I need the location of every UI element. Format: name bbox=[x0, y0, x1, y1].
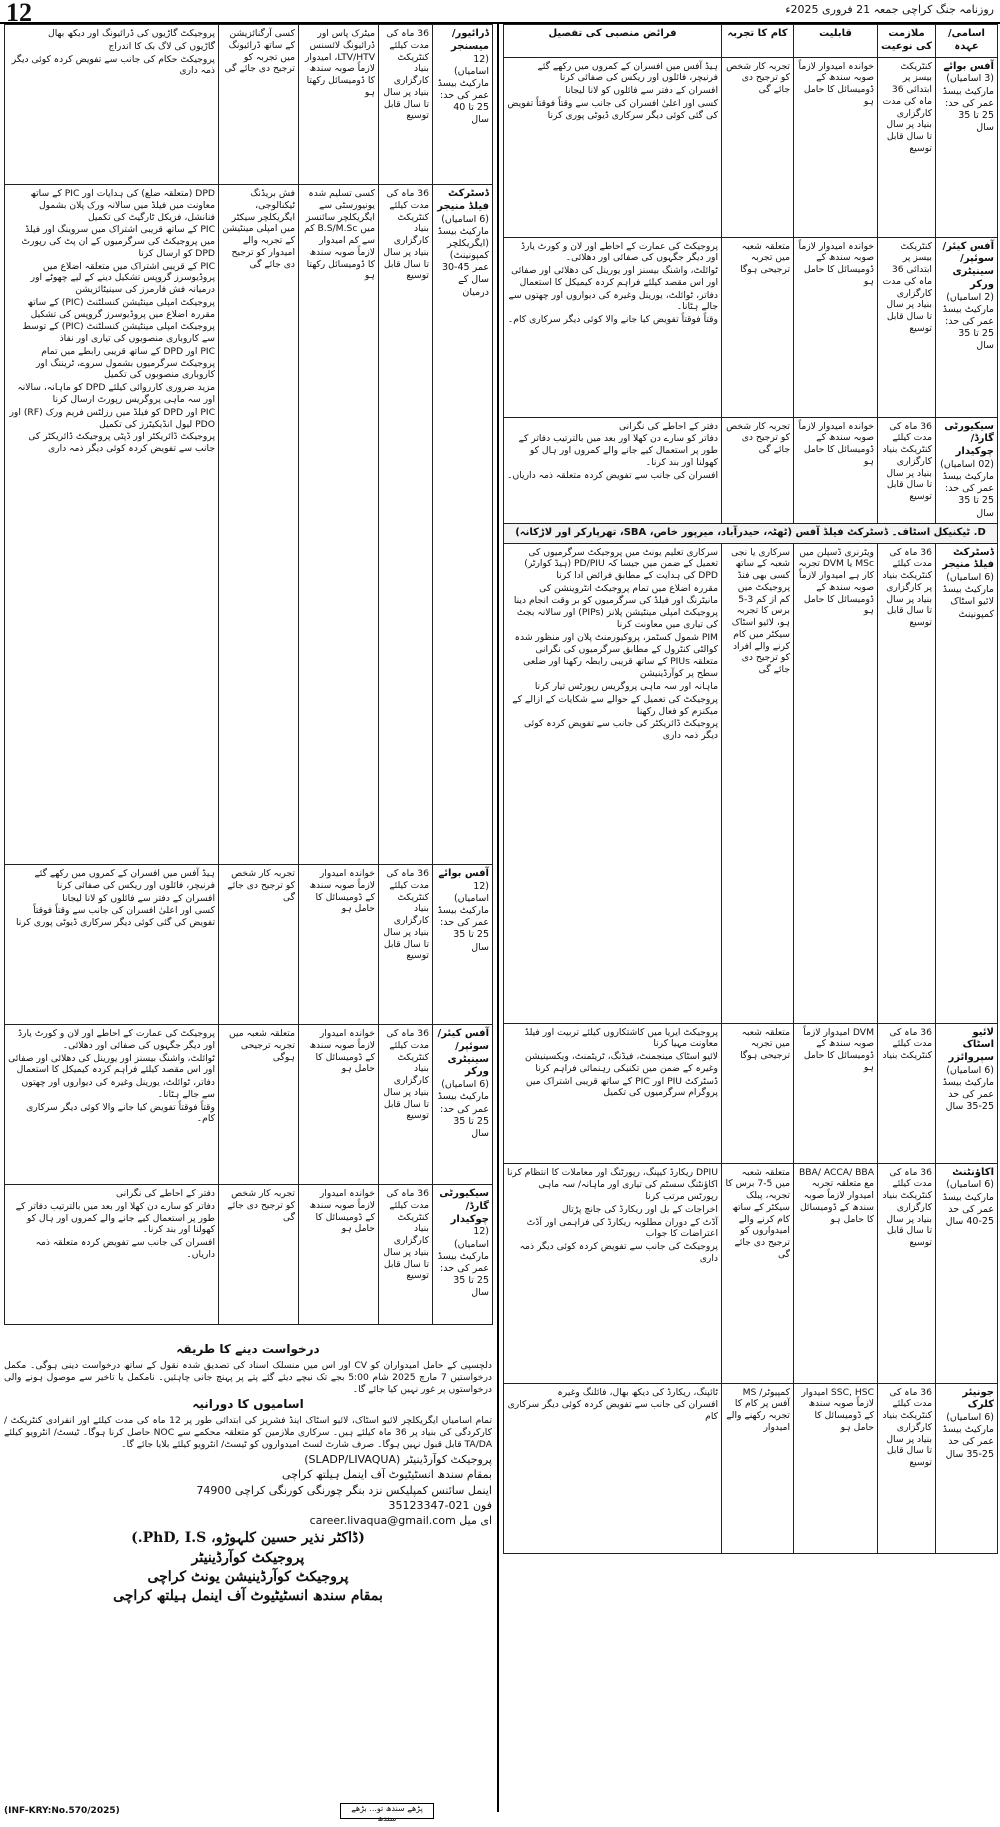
experience-cell: متعلقہ شعبہ میں تجربہ ترجیحی ہوگی bbox=[219, 1025, 299, 1185]
duty-item: DPD (متعلقہ ضلع) کی ہدایات اور PIC کے ساتھ معاونت میں فیلڈ میں سالانہ ورک پلان بشمول فنانشل، فزیکل ٹارگیٹ کی تکمیل bbox=[30, 188, 215, 223]
header-nature: ملازمت کی نوعیت bbox=[878, 25, 936, 58]
qualification-cell: خواندہ امیدوار لازماً صوبہ سندھ کے ڈومیسائل کا حامل ہو bbox=[794, 237, 878, 417]
post-cell bbox=[433, 865, 493, 1025]
post-title: سیکیورٹی گارڈ/ چوکیدار bbox=[944, 420, 994, 458]
experience-cell: فش بریڈنگ ٹیکنالوجی، ایگریکلچر سیکٹر میں امپلی مینٹیشن کے تجربہ والے امیدوار کو ترجیح دی جائے گی bbox=[219, 185, 299, 865]
column-divider bbox=[497, 22, 499, 1812]
qualification-cell: خواندہ امیدوار لازماً صوبہ سندھ کے ڈومیسائل کا حامل ہو bbox=[794, 57, 878, 237]
duties-cell bbox=[5, 865, 219, 1025]
post-title: ڈسٹرکٹ فیلڈ منیجر bbox=[437, 188, 489, 212]
post-basis: مارکیٹ بیسڈ bbox=[942, 471, 994, 483]
post-title: جونیئر کلرک bbox=[962, 1386, 994, 1411]
experience-cell: تجربہ کار شخص کو ترجیح دی جائے گی bbox=[219, 865, 299, 1025]
duty-item: ڈسٹرکٹ PIU اور PIC کے ساتھ قریبی اشتراک میں پروگرام سرگرمیوں کی تکمیل bbox=[525, 1075, 718, 1099]
post-count: (12 اسامیاں) bbox=[453, 880, 489, 904]
post-basis: مارکیٹ بیسڈ لائیو اسٹاک کمپونینٹ bbox=[942, 584, 994, 620]
duty-item: دفاتر، ٹوائلٹ، یورینل وغیرہ کی دیواروں اور چھتوں سے جالے ہٹانا۔ bbox=[508, 289, 718, 313]
signatory-title: پروجیکٹ کوآرڈینیٹر bbox=[191, 1549, 305, 1566]
how-to-apply-text: دلچسپی کے حامل امیدواران کو CV اور اس میں منسلک اسناد کی تصدیق شدہ نقول کے ساتھ درخواست دینی ہوگی۔ مکمل درخواستیں 7 مارچ 2025 شام 5:00 بجے تک نیچے دیئے گئے پتے پر پہنچ جانی چاہئیں۔ نامکمل یا تاخیر سے موصول ہونے والی درخواستوں پر غور نہیں کیا جائے گا۔ bbox=[4, 1359, 492, 1395]
post-age-limit: عمر کی حد 25-35 سال bbox=[945, 1436, 994, 1460]
page-number: 12 bbox=[6, 0, 32, 27]
qualification-cell: خواندہ امیدوار لازماً صوبہ سندھ کے ڈومیسائل کا حامل ہو bbox=[299, 865, 379, 1025]
duty-item: افسران کے دفتر سے فائلوں کو لانا لیجانا bbox=[565, 85, 718, 97]
header-experience: کام کا تجربہ bbox=[722, 25, 794, 58]
nature-cell: 36 ماہ کی مدت کیلئے کنٹریکٹ بنیاد کارگزاری بنیاد پر سال تا سال قابل توسیع bbox=[379, 865, 433, 1025]
nature-cell: 36 ماہ کی مدت کیلئے کنٹریکٹ بنیاد کارگزاری بنیاد پر سال تا سال قابل توسیع bbox=[878, 417, 936, 523]
duty-item: PIC اور DPD کے ساتھ قریبی رابطے میں تمام پروجیکٹ سرگرمیوں بشمول سروے، ٹریننگ اور کاروباری منصوبوں کی تکمیل bbox=[35, 345, 215, 381]
duty-item: افسران کی جانب سے تفویض کردہ متعلقہ ذمہ داریاں۔ bbox=[507, 469, 718, 481]
job-row bbox=[5, 1185, 493, 1325]
duty-item: پروجیکٹ امپلی مینٹیشن پلانز (PIPs) اور سالانہ بجٹ کی تیاری میں معاونت کرنا bbox=[516, 607, 718, 631]
duty-item: PIC اور DPD کو فیلڈ میں رزلٹس فریم ورک (RF) اور PDO لیول انڈیکیٹرز کی تکمیل bbox=[9, 406, 215, 430]
signatory-unit: پروجیکٹ کوآرڈینیشن یونٹ کراچی bbox=[147, 1568, 349, 1585]
duty-item: ہیڈ آفس میں افسران کے کمروں میں رکھے گئے فرنیچر، فائلوں اور ریکس کی صفائی کرنا bbox=[537, 60, 718, 84]
nature-cell: 36 ماہ کی مدت کیلئے کنٹریکٹ بنیاد پر کارگزاری بنیاد پر سال تا سال قابل توسیع bbox=[878, 543, 936, 1023]
duty-item: ٹوائلٹ، واشنگ بیسنز اور یورینل کی دھلائی اور صفائی اور اس مقصد کیلئے فراہم کردہ کیمیکل کا استعمال bbox=[8, 1052, 215, 1076]
post-cell bbox=[936, 543, 998, 1023]
post-title: سیکیورٹی گارڈ/ چوکیدار bbox=[439, 1188, 489, 1225]
post-count: (6 اسامیاں) bbox=[946, 1179, 994, 1191]
duty-item: پروجیکٹ ایریا میں کاشتکاروں کیلئے تربیت اور فیلڈ معاونت مہیا کرنا bbox=[524, 1026, 718, 1050]
page-header bbox=[0, 0, 1000, 27]
post-title: ڈرائیور/ میسنجر bbox=[451, 28, 489, 52]
nature-cell: 36 ماہ کی مدت کیلئے کنٹریکٹ بنیاد bbox=[878, 1023, 936, 1163]
qualification-cell: کسی تسلیم شدہ یونیورسٹی سے ایگریکلچر سائنسز میں B.S/M.Sc کم سے کم امیدوار لازماً صوبہ سندھ کا ڈومیسائل رکھتا ہو bbox=[299, 185, 379, 865]
post-basis: مارکیٹ بیسڈ bbox=[942, 85, 994, 97]
duties-cell bbox=[504, 417, 722, 523]
post-age-limit: عمر 45-30 سال کے درمیان bbox=[441, 262, 489, 298]
advert-reference: (INF-KRY:No.570/2025) bbox=[4, 1806, 120, 1816]
duty-item: پروجیکٹ امپلی مینٹیشن کنسلٹنٹ (PIC) کے ساتھ مقررہ اضلاع میں پروڈیوسرز گروپس کی تشکیل bbox=[27, 296, 215, 320]
duties-cell bbox=[504, 543, 722, 1023]
how-to-apply-heading: درخواست دینے کا طریقہ bbox=[176, 1342, 320, 1356]
experience-cell: متعلقہ شعبہ میں تجربہ ترجیحی ہوگا bbox=[722, 237, 794, 417]
duties-cell bbox=[504, 1023, 722, 1163]
job-row bbox=[504, 1023, 998, 1163]
duty-item: افسران کی جانب سے تفویض کردہ متعلقہ ذمہ داریاں۔ bbox=[35, 1237, 215, 1260]
table-header-row bbox=[504, 25, 998, 58]
campaign-stamp: پڑھے سندھ تو... بڑھے سندھ bbox=[340, 1803, 434, 1819]
duty-item: دفاتر، ٹوائلٹ، یورینل وغیرہ کی دیواروں اور چھتوں سے جالے ہٹانا۔ bbox=[21, 1077, 215, 1100]
post-age-limit: عمر کی حد: 25 تا 35 سال bbox=[440, 917, 489, 953]
post-count: (12 اسامیاں) bbox=[453, 53, 489, 77]
post-age-limit: عمر کی حد: 25 تا 35 سال bbox=[945, 316, 994, 352]
newspaper-dateline: روزنامہ جنگ کراچی جمعہ 21 فروری 2025ء bbox=[785, 3, 994, 16]
post-cell bbox=[433, 1025, 493, 1185]
header-post: اسامی/عہدہ bbox=[936, 25, 998, 58]
duty-item: کسی اور اعلیٰ افسران کی جانب سے وقتاً فوقتاً تفویض کی گئی کوئی دیگر سرکاری ڈیوٹی پوری کرنا bbox=[507, 97, 718, 121]
post-count: (6 اسامیاں) bbox=[441, 1079, 489, 1091]
post-cell bbox=[936, 1023, 998, 1163]
experience-cell: کمپیوٹر/ MS آفس پر کام کا تجربہ رکھنے والے امیدوار bbox=[722, 1383, 794, 1553]
application-section bbox=[4, 1340, 492, 1606]
post-count: (6 اسامیاں) bbox=[441, 213, 489, 225]
post-age-limit: عمر کی حد: 25 تا 35 سال bbox=[440, 1103, 489, 1139]
job-row bbox=[5, 1025, 493, 1185]
contact-coordinator: پروجیکٹ کوآرڈینیٹر (SLADP/LIVAQUA) bbox=[304, 1452, 492, 1466]
post-title: آفس بوائے bbox=[438, 868, 489, 879]
post-count: (02 اسامیاں) bbox=[940, 458, 994, 470]
post-basis: مارکیٹ بیسڈ bbox=[942, 1191, 994, 1203]
duty-item: اکاؤنٹنگ سسٹم کی تیاری اور ماہانہ/ سہ ماہی رپورٹس مرتب کرنا bbox=[538, 1179, 718, 1203]
job-row bbox=[504, 57, 998, 237]
experience-cell: کسی آرگنائزیشن کے ساتھ ڈرائیونگ میں تجربہ کو ترجیح دی جائے گی bbox=[219, 25, 299, 185]
post-count: (3 اسامیاں) bbox=[946, 73, 994, 85]
post-cell bbox=[433, 25, 493, 185]
job-row bbox=[5, 185, 493, 865]
contact-phone: فون 021-35123347 bbox=[388, 1498, 492, 1512]
post-age-limit: عمر کی حد: 25 تا 40 سال bbox=[440, 90, 489, 126]
post-title: آفس بوائے bbox=[943, 60, 994, 72]
header-qualification: قابلیت bbox=[794, 25, 878, 58]
qualification-cell: میٹرک پاس اور ڈرائیونگ لائسنس LTV/HTV، امیدوار لازماً صوبہ سندھ کا ڈومیسائل رکھتا ہو bbox=[299, 25, 379, 185]
duty-item: پروجیکٹ کی تعمیل کے حوالے سے شکایات کے ازالے کے میکنزم کو فعال رکھنا bbox=[512, 693, 718, 717]
contact-email[interactable]: ای میل career.livaqua@gmail.com bbox=[309, 1514, 492, 1528]
post-cell bbox=[936, 417, 998, 523]
post-basis: مارکیٹ بیسڈ bbox=[437, 1250, 489, 1262]
nature-cell: 36 ماہ کی مدت کیلئے کنٹریکٹ بنیاد کارگزاری بنیاد پر سال تا سال قابل توسیع bbox=[379, 1185, 433, 1325]
nature-cell: کنٹریکٹ بیسز پر ابتدائی 36 ماہ کی مدت کارگزاری بنیاد پر سال تا سال قابل توسیع bbox=[878, 237, 936, 417]
duty-item: مزید ضروری کارروائی کیلئے DPD کو ماہانہ، سالانہ اور سہ ماہی پروگریس رپورٹ ارسال کرنا bbox=[17, 382, 215, 406]
duty-item: گاڑیوں کی لاگ بک کا اندراج bbox=[108, 40, 215, 52]
post-count: (6 اسامیاں) bbox=[946, 1412, 994, 1424]
duty-item: کسی اور اعلیٰ افسران کی جانب سے وقتاً فوقتاً تفویض کی گئی کوئی دیگر سرکاری ڈیوٹی پوری کرنا bbox=[16, 905, 215, 929]
left-jobs-table bbox=[4, 24, 493, 1325]
terms-heading: اسامیوں کا دورانیہ bbox=[192, 1397, 304, 1412]
duty-item: سرکاری تعلیم یونٹ میں پروجیکٹ سرگرمیوں کی تعمیل کے ضمن میں جیسا کہ PD/PIU (ہیڈ کوارٹر) DPD کی ہدایت کے مطابق فرائض ادا کرنا bbox=[524, 546, 718, 582]
duties-cell bbox=[5, 1025, 219, 1185]
contact-address-2: اینمل سائنس کمپلیکس نزد بنگر چورنگی کورنگی کراچی 74900 bbox=[196, 1483, 492, 1497]
duty-item: افسران کی جانب سے تفویض کردہ کوئی دیگر سرکاری کام bbox=[507, 1399, 718, 1423]
post-title: آفس کیئر/ سوئپر/ سینیٹری ورکر bbox=[437, 1028, 489, 1078]
post-age-limit: عمر کی حد: 25 تا 35 سال bbox=[945, 483, 994, 519]
experience-cell: تجربہ کار شخص کو ترجیح دی جائے گی bbox=[722, 417, 794, 523]
nature-cell: 36 ماہ کی مدت کیلئے کنٹریکٹ بنیاد کارگزاری بنیاد پر سال تا سال قابل توسیع bbox=[379, 185, 433, 865]
qualification-cell: خواندہ امیدوار لازماً صوبہ سندھ کے ڈومیسائل کا حامل ہو bbox=[299, 1185, 379, 1325]
duty-item: PIM شمول کسٹمز، پروکیورمنٹ پلان اور منظور شدہ کوالٹی کنٹرول کے مطابق سرگرمیوں کی نگرانی bbox=[514, 631, 718, 655]
nature-cell: 36 ماہ کی مدت کیلئے کنٹریکٹ بنیاد کارگزاری بنیاد پر سال تا سال قابل توسیع bbox=[878, 1383, 936, 1553]
post-basis: مارکیٹ بیسڈ bbox=[437, 1091, 489, 1103]
duty-item: پروجیکٹ امپلی مینٹیشن کنسلٹنٹ (PIC) کے توسط سے کاروباری منصوبوں کی تیاری اور نفاذ bbox=[22, 321, 215, 345]
duty-item: اخراجات کے بل اور ریکارڈ کی جانچ پڑتال bbox=[561, 1203, 718, 1215]
terms-text: تمام اسامیاں ایگریکلچر لائیو اسٹاک، لائیو اسٹاک اینڈ فشریز کی ابتدائی طور پر 12 ماہ کی مدت کیلئے اور انفرادی کنٹریکٹ / کارکردگی کی بنیاد پر 36 ماہ کیلئے ہیں۔ سرکاری ملازمین کو متعلقہ محکمے سے NOC حاصل کرنا ہوگا۔ ٹیسٹ/ انٹرویو کیلئے TA/DA قابل قبول نہیں ہوگا۔ صرف شارٹ لسٹ امیدواروں کو ٹیسٹ/ انٹرویو کیلئے بلایا جائے گا۔ bbox=[4, 1415, 493, 1450]
duty-item: ٹوائلٹ، واشنگ بیسنز اور یورینل کی دھلائی اور صفائی اور اس مقصد کیلئے فراہم کردہ کیمیکل کا استعمال bbox=[511, 265, 718, 288]
qualification-cell: SSC, HSC امیدوار لازماً صوبہ سندھ کے ڈومیسائل کا حامل ہو bbox=[794, 1383, 878, 1553]
post-cell bbox=[433, 1185, 493, 1325]
duties-cell bbox=[504, 237, 722, 417]
job-row bbox=[504, 543, 998, 1023]
duty-item: ہیڈ آفس میں افسران کے کمروں میں رکھے گئے فرنیچر، فائلوں اور ریکس کی صفائی کرنا bbox=[34, 868, 215, 891]
duty-item: دفتر کے احاطے کی نگرانی bbox=[619, 420, 718, 432]
duty-item: وقتاً فوقتاً تفویض کیا جانے والا کوئی دیگر سرکاری کام۔ bbox=[26, 1101, 215, 1125]
header-duties: فرائض منصبی کی تفصیل bbox=[504, 25, 722, 58]
post-count: (2 اسامیاں) bbox=[946, 291, 994, 303]
post-cell bbox=[936, 1383, 998, 1553]
duty-item: متعلقہ PIUs کے ساتھ قریبی رابطہ رکھنا اور ضلعی سطح پر کوآرڈینیشن bbox=[523, 656, 718, 680]
post-basis: مارکیٹ بیسڈ bbox=[942, 303, 994, 315]
nature-cell: کنٹریکٹ بیسز پر ابتدائی 36 ماہ کی مدت کارگزاری بنیاد پر سال تا سال قابل توسیع bbox=[878, 57, 936, 237]
right-jobs-table bbox=[503, 24, 998, 1554]
duty-item: لائیو اسٹاک مینجمنٹ، فیڈنگ، ٹریٹمنٹ، ویکسینیشن وغیرہ کے ضمن میں تکنیکی رہنمائی فراہم کرنا bbox=[525, 1051, 718, 1074]
post-count: (6 اسامیاں) bbox=[946, 1064, 994, 1076]
duty-item: وقتاً فوقتاً تفویض کیا جانے والا کوئی دیگر سرکاری کام۔ bbox=[507, 314, 718, 326]
duty-item: آڈٹ کے دوران مطلوبہ ریکارڈ کی فراہمی اور آڈٹ اعتراضات کا جواب bbox=[526, 1216, 718, 1240]
nature-cell: 36 ماہ کی مدت کیلئے کنٹریکٹ بنیاد کارگزاری بنیاد پر سال تا سال قابل توسیع bbox=[878, 1163, 936, 1383]
post-cell bbox=[936, 1163, 998, 1383]
duty-item: افسران کے دفتر سے فائلوں کو لانا لیجانا bbox=[62, 892, 215, 904]
duties-cell bbox=[504, 57, 722, 237]
post-cell bbox=[936, 57, 998, 237]
duty-item: PIC کے ساتھ قریبی اشتراک میں سروینگ اور فیلڈ میں پروجیکٹ کی سرگرمیوں کے ان پٹ کی رپورٹ DPD کو ارسال کرنا bbox=[21, 224, 215, 259]
post-title: آفس کیئر/ سوئپر/ سینیٹری ورکر bbox=[942, 240, 994, 290]
duty-item: ٹائپنگ، ریکارڈ کی دیکھ بھال، فائلنگ وغیرہ bbox=[557, 1386, 718, 1398]
post-cell bbox=[936, 237, 998, 417]
post-count: (6 اسامیاں) bbox=[946, 572, 994, 584]
experience-cell: سرکاری یا نجی شعبہ کے ساتھ کسی بھی فنڈ پروجیکٹ میں کم از کم 3-5 برس کا تجربہ ہو، لائیو اسٹاک سیکٹر میں کام کرنے والے افراد کو ترجیح دی جائے گی bbox=[722, 543, 794, 1023]
job-row bbox=[504, 417, 998, 523]
post-basis: مارکیٹ بیسڈ bbox=[942, 1424, 994, 1436]
duty-item: DPIU ریکارڈ کیپنگ، رپورٹنگ اور معاملات کا انتظام کرنا bbox=[507, 1166, 718, 1178]
qualification-cell: خواندہ امیدوار لازماً صوبہ سندھ کے ڈومیسائل کا حامل ہو bbox=[299, 1025, 379, 1185]
section-d-title: D. ٹیکنیکل اسٹاف۔ ڈسٹرکٹ فیلڈ آفس (ٹھٹہ، حیدرآباد، میرپور خاص، SBA، تھرپارکر اور لاڑکانہ) bbox=[504, 523, 998, 543]
post-basis: مارکیٹ بیسڈ bbox=[437, 77, 489, 89]
duty-item: مقررہ اضلاع میں تمام پروجیکٹ انٹروینشن کی مانیٹرنگ اور فیلڈ کی سرگرمیوں کو بر وقت انجام دینا bbox=[513, 582, 718, 606]
post-basis: مارکیٹ بیسڈ (ایگریکلچر کمپونینٹ) bbox=[437, 225, 489, 262]
duty-item: پروجیکٹ کی عمارت کے احاطے اور لان و کورٹ یارڈ اور دیگر جگہوں کی صفائی اور دھلائی۔ bbox=[520, 240, 718, 264]
duty-item: پروجیکٹ کی جانب سے تفویض کردہ کوئی دیگر ذمہ داری bbox=[519, 1241, 718, 1264]
duties-cell bbox=[5, 25, 219, 185]
contact-address-1: بمقام سندھ انسٹیٹیوٹ آف اینمل ہیلتھ کراچی bbox=[282, 1468, 492, 1482]
experience-cell: تجربہ کار شخص کو ترجیح دی جائے گی bbox=[219, 1185, 299, 1325]
signatory-name: (ڈاکٹر نذیر حسین کلہوڑو، PhD, I.S.) bbox=[131, 1530, 365, 1547]
post-basis: مارکیٹ بیسڈ bbox=[437, 905, 489, 917]
duty-item: دفاتر کو سارے دن کھلا اور بعد میں بالترتیب دفاتر کے طور پر استعمال کیے جانے والے کمروں اور ہال کو کھولنا اور بند کرنا۔ bbox=[15, 1200, 215, 1236]
section-d-row bbox=[504, 523, 998, 543]
job-row bbox=[504, 237, 998, 417]
duties-cell bbox=[5, 1185, 219, 1325]
duty-item: PIC کے قریبی اشتراک میں متعلقہ اضلاع میں پروڈیوسرز گروپس تشکیل دینے کے لیے چھوٹے اور درمیانہ فش فارمرز کی سینیٹائزیشن bbox=[30, 260, 215, 296]
duty-item: پروجیکٹ ڈائریکٹر اور ڈپٹی پروجیکٹ ڈائریکٹر کی جانب سے تفویض کردہ کوئی دیگر ذمہ داری bbox=[28, 431, 215, 455]
post-age-limit: عمر کی حد: 25 تا 35 سال bbox=[440, 1262, 489, 1299]
job-row bbox=[504, 1383, 998, 1553]
duty-item: دفاتر کو سارے دن کھلا اور بعد میں بالترتیب دفاتر کے طور پر استعمال کیے جانے والے کمروں اور ہال کو کھولنا اور بند کرنا۔ bbox=[518, 433, 718, 468]
duties-cell bbox=[504, 1383, 722, 1553]
duty-item: ماہانہ اور سہ ماہی پروگریس رپورٹس تیار کرنا bbox=[534, 680, 718, 692]
post-count: (12 اسامیاں) bbox=[453, 1226, 489, 1250]
duty-item: پروجیکٹ گاڑیوں کی ڈرائیونگ اور دیکھ بھال bbox=[48, 28, 215, 39]
post-title: ڈسٹرکٹ فیلڈ منیجر bbox=[942, 546, 994, 571]
nature-cell: 36 ماہ کی مدت کیلئے کنٹریکٹ بنیاد کارگزاری بنیاد پر سال تا سال قابل توسیع bbox=[379, 25, 433, 185]
post-age-limit: عمر کی حد 25-40 سال bbox=[945, 1203, 994, 1227]
duty-item: پروجیکٹ ڈائریکٹر کی جانب سے تفویض کردہ کوئی دیگر ذمہ داری bbox=[524, 718, 718, 742]
qualification-cell: خواندہ امیدوار لازماً صوبہ سندھ کے ڈومیسائل کا حامل ہو bbox=[794, 417, 878, 523]
duty-item: پروجیکٹ حکام کی جانب سے تفویض کردہ کوئی دیگر ذمہ داری bbox=[11, 53, 215, 77]
post-cell bbox=[433, 185, 493, 865]
post-title: لائیو اسٹاک سپروائزر bbox=[948, 1026, 994, 1064]
job-row bbox=[5, 865, 493, 1025]
post-age-limit: عمر کی حد 25-35 سال bbox=[945, 1089, 994, 1113]
post-age-limit: عمر کی حد: 25 تا 35 سال bbox=[945, 97, 994, 134]
job-row bbox=[504, 1163, 998, 1383]
qualification-cell: BBA/ ACCA/ BBA مع متعلقہ تجربہ امیدوار لازماً صوبہ سندھ کے ڈومیسائل کا حامل ہو bbox=[794, 1163, 878, 1383]
job-row bbox=[5, 25, 493, 185]
duty-item: پروجیکٹ کی عمارت کے احاطے اور لان و کورٹ یارڈ اور دیگر جگہوں کی صفائی اور دھلائی۔ bbox=[17, 1028, 215, 1051]
qualification-cell: DVM امیدوار لازماً صوبہ سندھ کے ڈومیسائل کا حامل ہو bbox=[794, 1023, 878, 1163]
experience-cell: متعلقہ شعبہ میں 5-7 برس کا تجربہ، پبلک سیکٹر کے ساتھ کام کرنے والے امیدواروں کو ترجیح دی جائے گی bbox=[722, 1163, 794, 1383]
experience-cell: متعلقہ شعبہ میں تجربہ ترجیحی ہوگا bbox=[722, 1023, 794, 1163]
post-basis: مارکیٹ بیسڈ bbox=[942, 1077, 994, 1089]
post-title: اکاؤنٹنٹ bbox=[952, 1166, 994, 1178]
duties-cell bbox=[5, 185, 219, 865]
duties-cell bbox=[504, 1163, 722, 1383]
signatory-org: بمقام سندھ انسٹیٹیوٹ آف اینمل ہیلتھ کراچی bbox=[113, 1587, 383, 1604]
nature-cell: 36 ماہ کی مدت کیلئے کنٹریکٹ بنیاد کارگزاری بنیاد پر سال تا سال قابل توسیع bbox=[379, 1025, 433, 1185]
experience-cell: تجربہ کار شخص کو ترجیح دی جائے گی bbox=[722, 57, 794, 237]
duty-item: دفتر کے احاطے کی نگرانی bbox=[116, 1188, 215, 1199]
qualification-cell: ویٹرنری ڈسپلن میں MSc یا DVM تجربہ کار ہے امیدوار لازماً صوبہ سندھ کے ڈومیسائل کا حامل ہو bbox=[794, 543, 878, 1023]
